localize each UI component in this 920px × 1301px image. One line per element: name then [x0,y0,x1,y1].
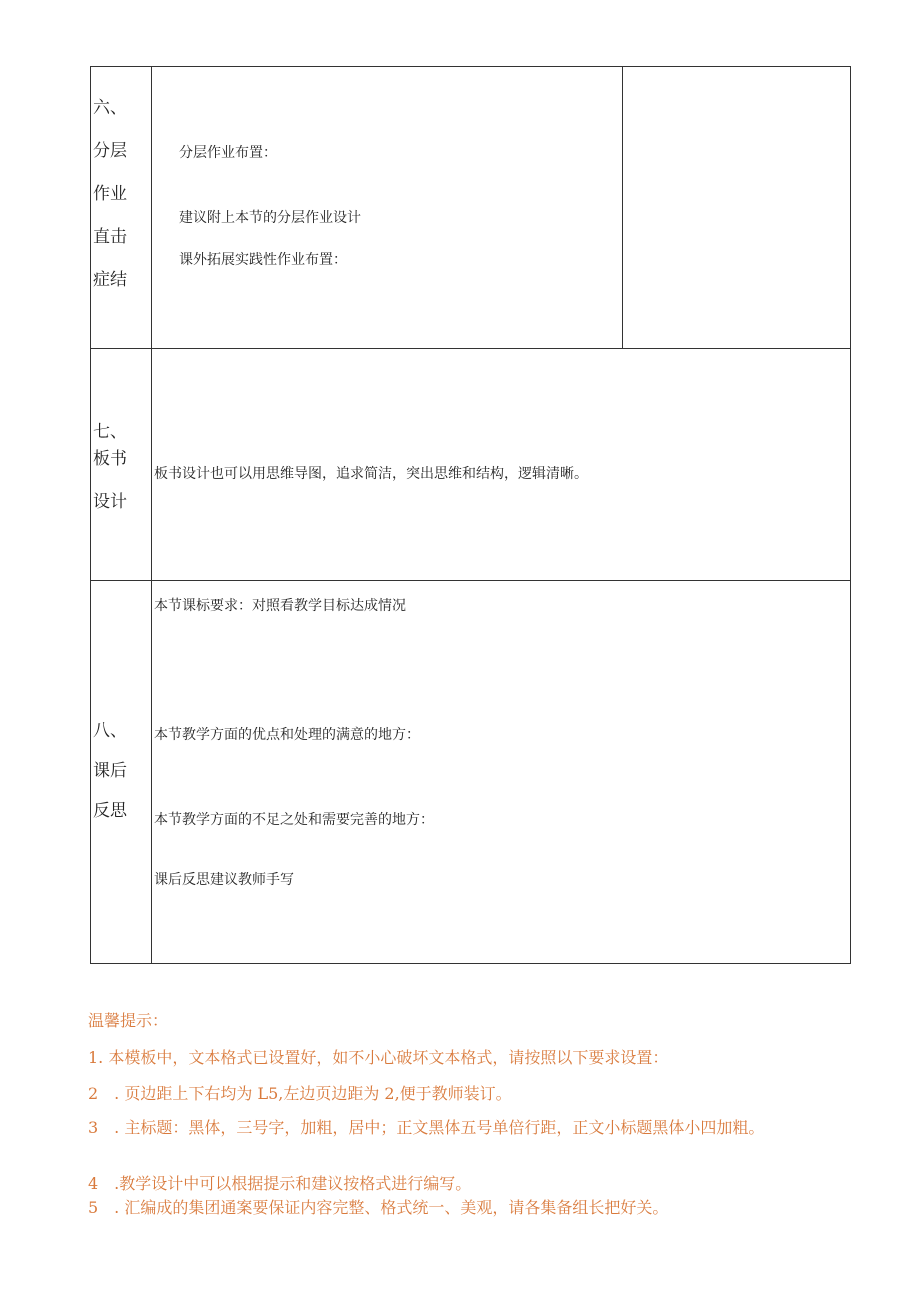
teaching-strengths-text: 本节教学方面的优点和处理的满意的地方： [154,727,420,743]
section-7-label-line: 设计 [93,492,127,512]
curriculum-requirement-text: 本节课标要求：对照看教学目标达成情况 [154,598,406,614]
section-8-label-line: 反思 [93,801,127,821]
section-8-label [91,581,152,964]
section-6-content [152,67,623,349]
lesson-plan-table [90,66,851,964]
section-6-label [91,67,152,349]
tip-item: 4 .教学设计中可以根据提示和建议按格式进行编写。 [88,1174,472,1193]
layered-homework-suggestion-text: 建议附上本节的分层作业设计 [179,210,361,226]
section-6-row [91,67,851,349]
section-7-content [152,349,851,581]
tip-item: 3 . 主标题：黑体，三号字，加粗，居中；正文黑体五号单倍行距，正文小标题黑体小四加粗。 [88,1118,765,1137]
tip-item: 2 . 页边距上下右均为 L5,左边页边距为 2,便于教师装订。 [88,1084,512,1103]
section-7-row [91,349,851,581]
section-6-notes [623,67,851,349]
section-8-label-line: 课后 [93,761,127,781]
tips-title: 温馨提示： [88,1011,169,1030]
blackboard-design-text: 板书设计也可以用思维导图，追求简洁，突出思维和结构，逻辑清晰。 [154,466,588,482]
section-6-label-line: 作业 [93,184,127,204]
section-8-content [152,581,851,964]
section-7-label-line: 七、 [93,422,127,442]
section-8-label-line: 八、 [93,721,127,741]
homework-assignment-text: 分层作业布置： [179,145,277,161]
section-7-label [91,349,152,581]
section-6-label-line: 直击 [93,227,127,247]
section-6-label-line: 症结 [93,270,127,290]
section-8-row [91,581,851,964]
reflection-handwritten-text: 课后反思建议教师手写 [154,872,294,888]
section-6-label-line: 分层 [93,141,127,161]
teaching-weaknesses-text: 本节教学方面的不足之处和需要完善的地方： [154,812,434,828]
section-7-label-line: 板书 [93,449,127,469]
section-6-label-line: 六、 [93,98,127,118]
tip-item: 1. 本模板中，文本格式已设置好，如不小心破坏文本格式，请按照以下要求设置： [88,1048,669,1067]
tip-item: 5 . 汇编成的集团通案要保证内容完整、格式统一、美观，请各集备组长把好关。 [88,1198,669,1217]
extracurricular-homework-text: 课外拓展实践性作业布置： [179,252,347,268]
